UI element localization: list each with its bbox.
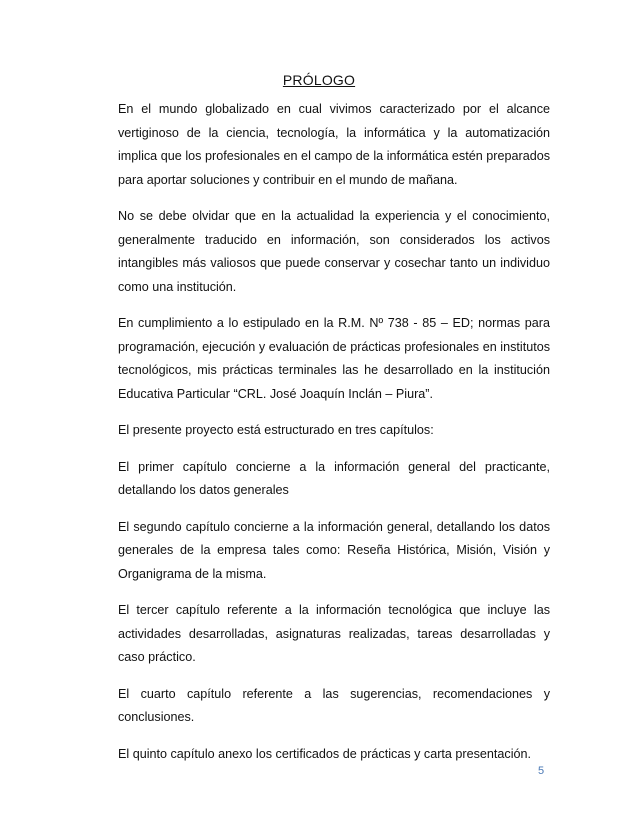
paragraph-intro: En el mundo globalizado en cual vivimos caracterizado por el alcance vertiginoso de la ciencia, tecnología, la informática y la automatización implica que los profesionales en el campo de la informática estén preparados para aportar soluciones y contribuir en el mundo de mañana. (118, 102, 550, 187)
page-title: PRÓLOGO (282, 72, 356, 88)
paragraph-chapter-two: El segundo capítulo concierne a la información general, detallando los datos generales de la empresa tales como: Reseña Histórica, Misión, Visión y Organigrama de la misma. (118, 519, 550, 581)
paragraph-chapter-four: El cuarto capítulo referente a las sugerencias, recomendaciones y conclusiones. (118, 686, 550, 724)
page-number: 5 (538, 765, 545, 777)
paragraph-structure: El presente proyecto está estructurado en tres capítulos: (118, 423, 434, 437)
paragraph-compliance: En cumplimiento a lo estipulado en la R.M. Nº 738 - 85 – ED; normas para programación, ejecución y evaluación de prácticas profesionales en institutos tecnológicos, mis prácticas terminales las he desarrollado en la institución Educativa Particular “CRL. José Joaquín Inclán – Piura”. (118, 316, 550, 401)
paragraph-experience: No se debe olvidar que en la actualidad la experiencia y el conocimiento, generalmente traducido en información, son considerados los activos intangibles más valiosos que puede conservar y cosechar tanto un individuo como una institución. (118, 209, 550, 294)
paragraph-chapter-one: El primer capítulo concierne a la información general del practicante, detallando los datos generales (118, 459, 550, 497)
paragraph-chapter-three: El tercer capítulo referente a la información tecnológica que incluye las actividades desarrolladas, asignaturas realizadas, tareas desarrolladas y caso práctico. (118, 603, 550, 664)
paragraph-chapter-five: El quinto capítulo anexo los certificados de prácticas y carta presentación. (118, 746, 532, 761)
document-body (118, 98, 550, 779)
